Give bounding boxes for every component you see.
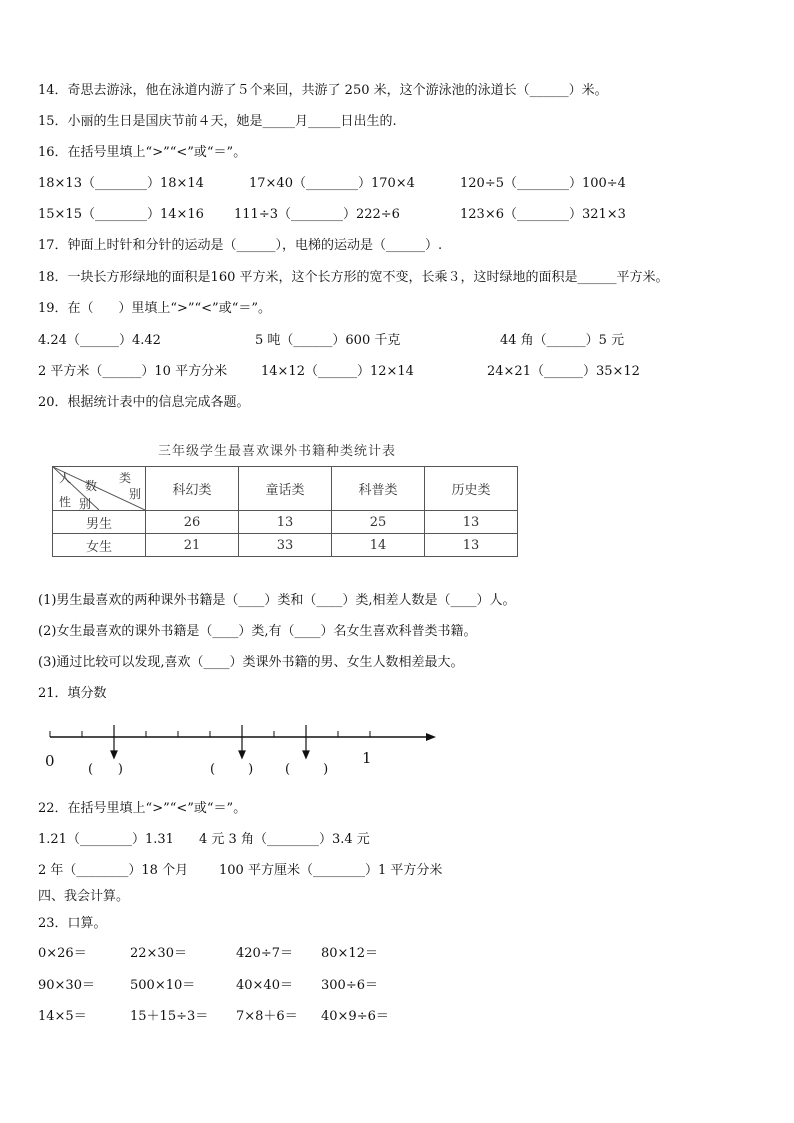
q16-item: 18×13（________）18×14 (38, 176, 204, 191)
corner-label: 别 (79, 497, 92, 511)
question-19-title: 19．在（ ）里填上“>”“<”或“＝”。 (38, 301, 271, 316)
question-17: 17．钟面上时针和分针的运动是（______），电梯的运动是（______）. (38, 238, 443, 253)
table-cell: 25 (332, 511, 425, 534)
corner-label: 性 (59, 495, 72, 509)
question-21-title: 21．填分数 (38, 686, 107, 701)
q19-item: 24×21（______）35×12 (487, 364, 640, 379)
q16-item: 17×40（________）170×4 (249, 176, 415, 191)
question-15: 15．小丽的生日是国庆节前４天，她是_____月_____日出生的. (38, 114, 397, 129)
question-14: 14．奇思去游泳，他在泳道内游了５个来回，共游了 250 米，这个游泳池的泳道长（______）米。 (38, 83, 608, 98)
row-label: 女生 (53, 534, 146, 557)
row-label: 男生 (53, 511, 146, 534)
table-title: 三年级学生最喜欢课外书籍种类统计表 (158, 444, 397, 459)
number-line (46, 725, 446, 765)
question-20-sub2: (2)女生最喜欢的课外书籍是（____）类,有（____）名女生喜欢科普类书籍。 (38, 624, 477, 639)
number-line-blank: ( ) (285, 762, 329, 777)
calc-item: 90×30＝ (38, 978, 95, 993)
q22-item: 4 元 3 角（________）3.4 元 (199, 832, 370, 847)
calc-item: 420÷7＝ (236, 946, 293, 961)
calc-item: 7×8＋6＝ (236, 1009, 298, 1024)
q19-item: 2 平方米（______）10 平方分米 (38, 364, 228, 379)
number-line-zero: 0 (45, 752, 55, 770)
question-23-title: 23．口算。 (38, 916, 107, 931)
calc-item: 500×10＝ (130, 978, 196, 993)
calc-item: 14×5＝ (38, 1009, 87, 1024)
table-cell: 33 (239, 534, 332, 557)
calc-item: 300÷6＝ (321, 978, 378, 993)
q19-item: 14×12（______）12×14 (261, 364, 414, 379)
calc-item: 22×30＝ (130, 946, 187, 961)
q19-item: 5 吨（______）600 千克 (255, 333, 401, 348)
corner-label: 数 (85, 479, 98, 493)
calc-item: 40×40＝ (236, 978, 293, 993)
table-row (53, 511, 518, 534)
corner-label: 别 (129, 487, 142, 501)
question-16-title: 16．在括号里填上“>”“<”或“＝”。 (38, 145, 247, 160)
table-cell: 26 (146, 511, 239, 534)
q16-item: 111÷3（________）222÷6 (234, 207, 400, 222)
q19-item: 4.24（______）4.42 (38, 333, 161, 348)
table-cell: 13 (239, 511, 332, 534)
question-20-sub1: (1)男生最喜欢的两种课外书籍是（____）类和（____）类,相差人数是（____）人。 (38, 593, 516, 608)
q16-item: 120÷5（________）100÷4 (460, 176, 626, 191)
corner-label: 人 (59, 471, 72, 485)
table-row (53, 534, 518, 557)
table-cell: 21 (146, 534, 239, 557)
header-cell: 科幻类 (146, 467, 239, 511)
header-cell: 童话类 (239, 467, 332, 511)
stat-table (52, 466, 518, 557)
calc-item: 40×9÷6＝ (321, 1009, 389, 1024)
number-line-one: 1 (362, 749, 372, 767)
corner-cell (53, 467, 146, 511)
number-line-blank: ( ) (210, 762, 254, 777)
calc-item: 15＋15÷3＝ (130, 1009, 209, 1024)
question-18: 18．一块长方形绿地的面积是160 平方米，这个长方形的宽不变，长乘３，这时绿地的面积是______平方米。 (38, 270, 669, 285)
table-cell: 14 (332, 534, 425, 557)
question-20-sub3: (3)通过比较可以发现,喜欢（____）类课外书籍的男、女生人数相差最大。 (38, 655, 464, 670)
q19-item: 44 角（______）5 元 (500, 333, 625, 348)
corner-label: 类 (119, 471, 132, 485)
q16-item: 15×15（________）14×16 (38, 207, 204, 222)
header-cell: 历史类 (425, 467, 518, 511)
q16-item: 123×6（________）321×3 (460, 207, 626, 222)
question-20-title: 20．根据统计表中的信息完成各题。 (38, 395, 250, 410)
section-heading: 四、我会计算。 (38, 889, 130, 904)
number-line-blank: ( ) (88, 762, 123, 777)
table-cell: 13 (425, 534, 518, 557)
q22-item: 2 年（________）18 个月 (38, 863, 189, 878)
calc-item: 0×26＝ (38, 946, 87, 961)
header-cell: 科普类 (332, 467, 425, 511)
table-cell: 13 (425, 511, 518, 534)
q22-item: 100 平方厘米（________）1 平方分米 (219, 863, 443, 878)
calc-item: 80×12＝ (321, 946, 378, 961)
q22-item: 1.21（________）1.31 (38, 832, 174, 847)
question-22-title: 22．在括号里填上“>”“<”或“＝”。 (38, 801, 247, 816)
